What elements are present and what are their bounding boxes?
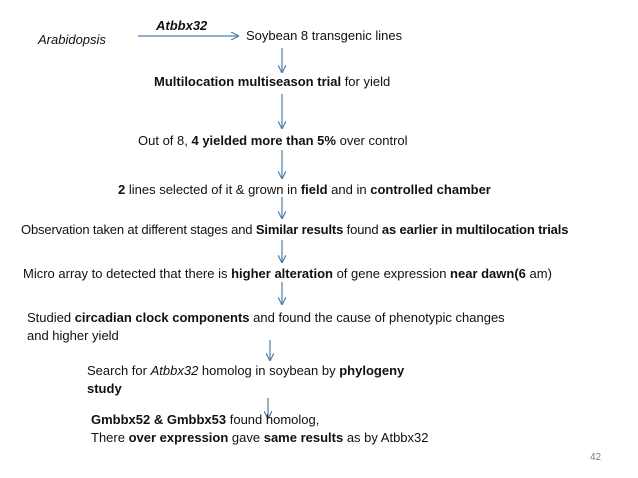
step-yield: Out of 8, 4 yielded more than 5% over control (138, 133, 408, 148)
page-number: 42 (590, 452, 602, 463)
gene-label: Atbbx32 (156, 18, 208, 33)
step-microarray: Micro array to detected that there is higher alteration of gene expression near dawn(6 am) (23, 266, 552, 281)
source-organism: Arabidopsis (38, 32, 106, 47)
step-homolog-search-line2: study (87, 381, 122, 396)
step-circadian: Studied circadian clock components and found the cause of phenotypic changes (27, 310, 505, 325)
step-observation: Observation taken at different stages and Similar results found as earlier in multilocation trials (21, 222, 569, 237)
step-result-line2: There over expression gave same results as by Atbbx32 (91, 430, 429, 445)
step-trial: Multilocation multiseason trial for yield (154, 74, 391, 89)
target-label: Soybean 8 transgenic lines (246, 28, 403, 43)
step-circadian-line2: and higher yield (27, 328, 119, 343)
step-result: Gmbbx52 & Gmbbx53 found homolog, (91, 412, 320, 427)
step-selection: 2 lines selected of it & grown in field and in controlled chamber (118, 182, 491, 197)
step-homolog-search: Search for Atbbx32 homolog in soybean by phylogeny (87, 363, 405, 378)
